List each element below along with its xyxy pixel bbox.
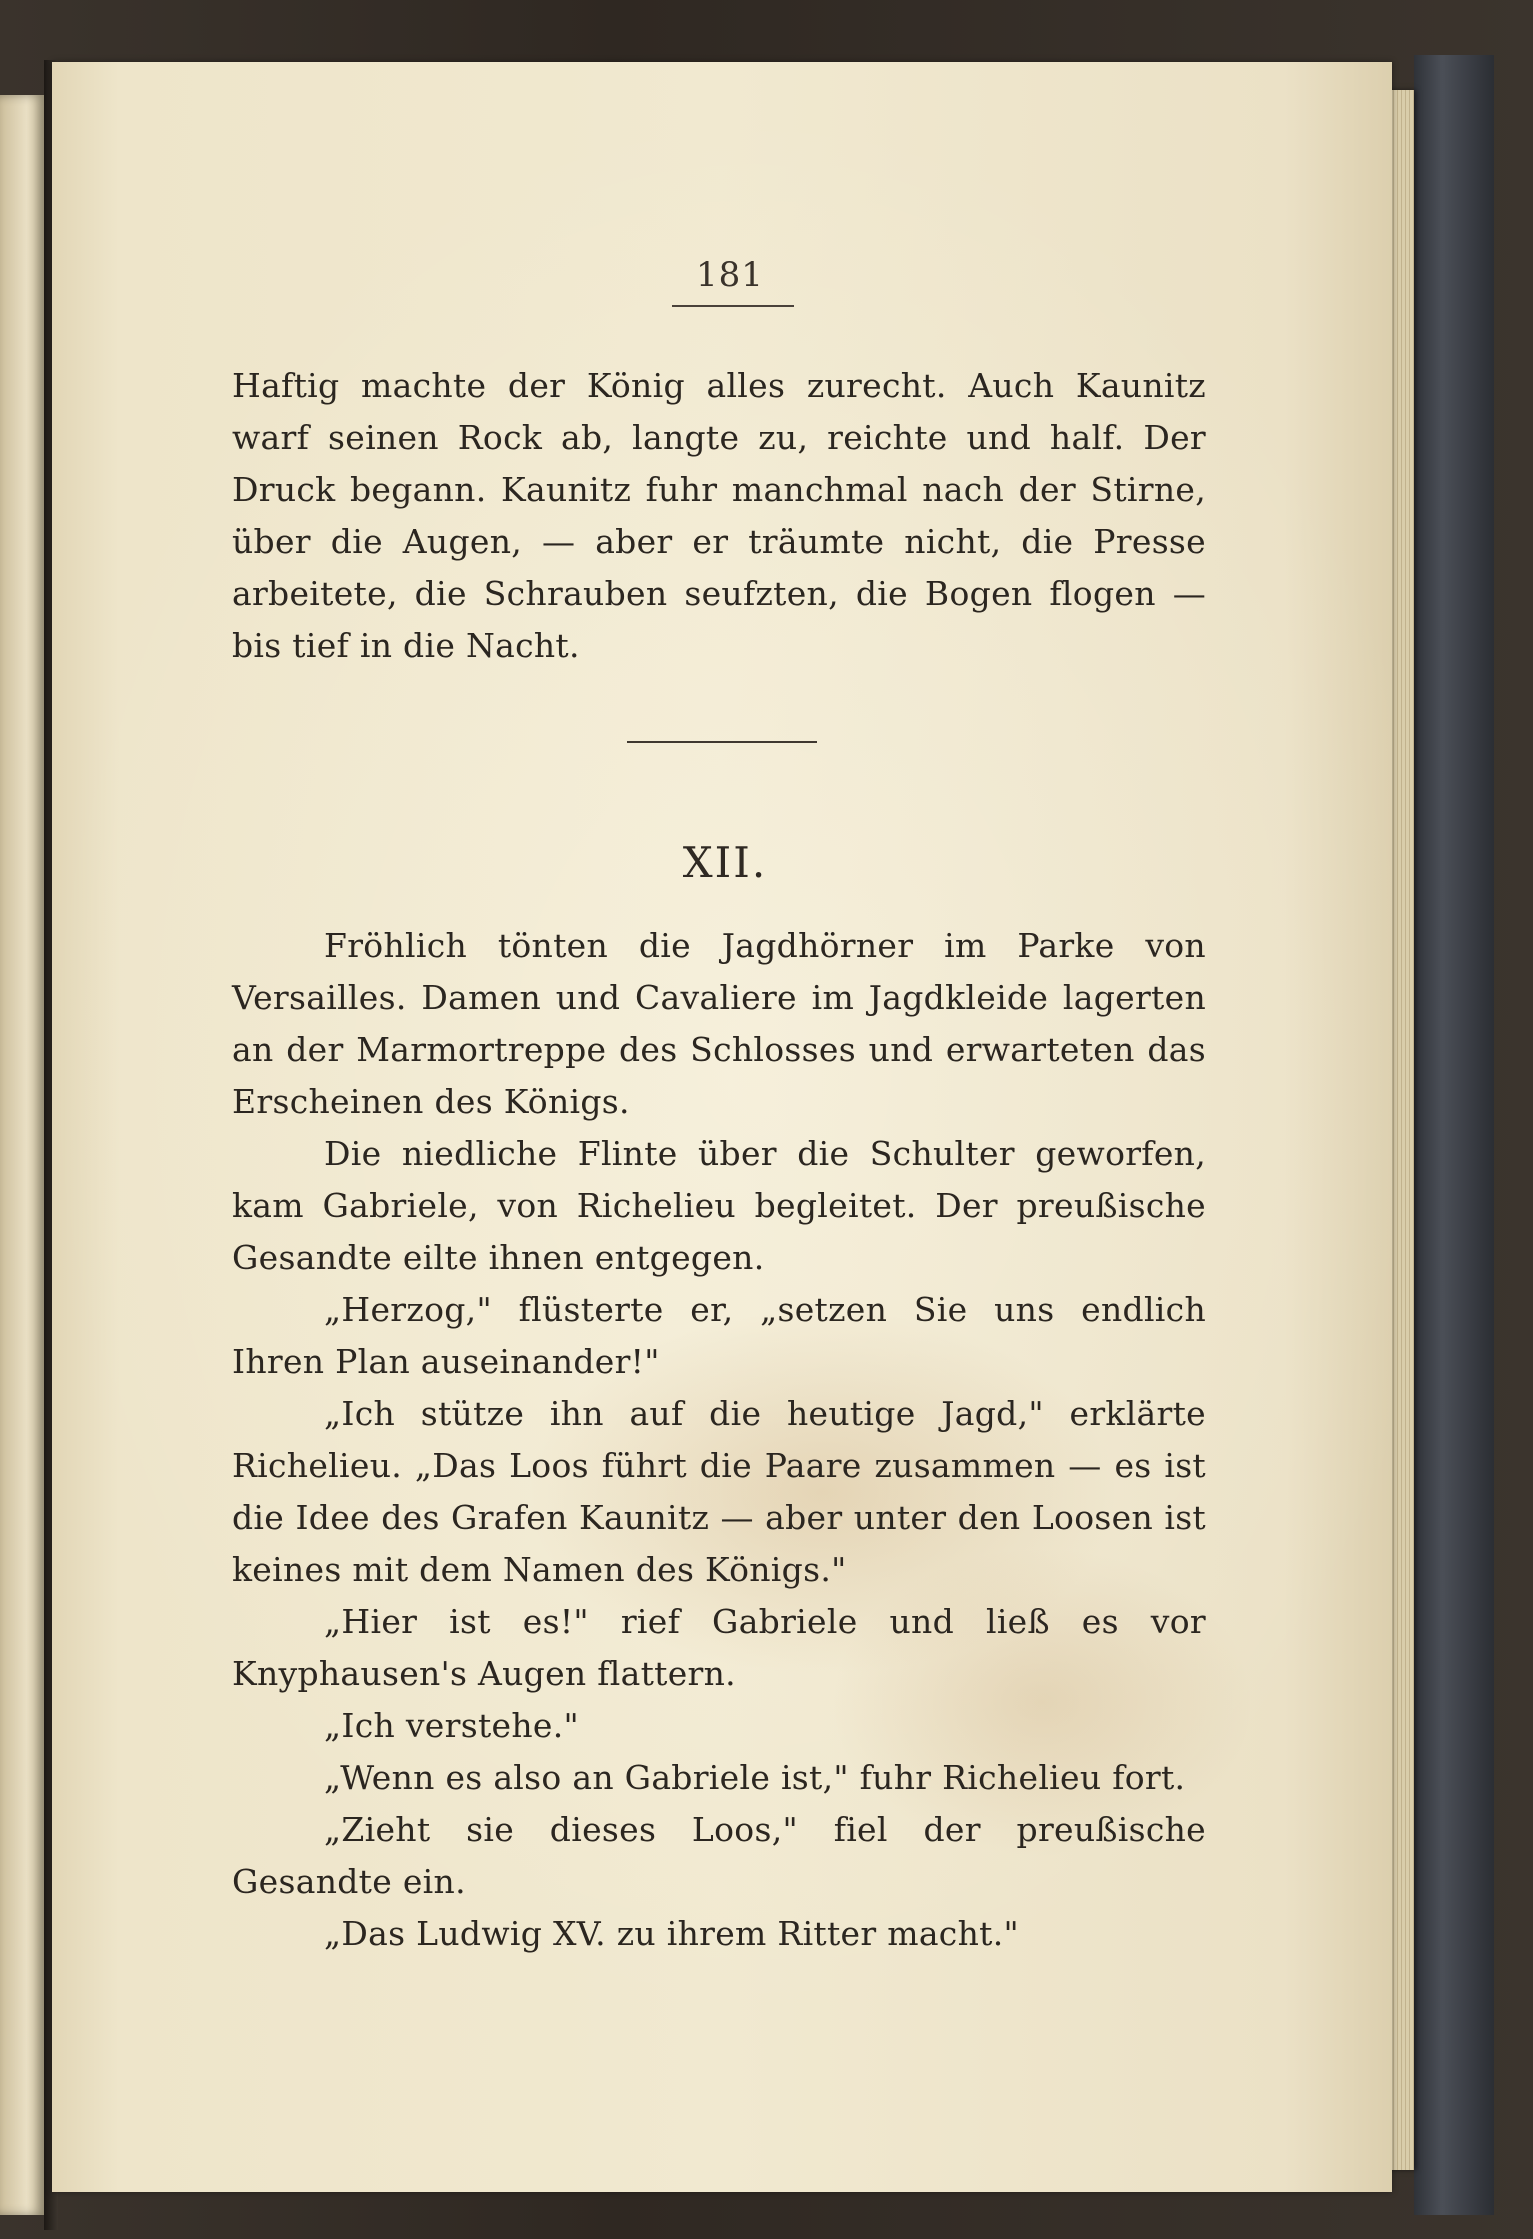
paragraph: Fröhlich tönten die Jagdhörner im Parke von Versailles. Damen und Cavaliere im Jagdkleide lagerten an der Marmortreppe des Schlosses und erwarteten das Erscheinen des Königs. [232, 926, 1206, 1121]
section-divider [627, 741, 817, 743]
paragraph: „Herzog," flüsterte er, „setzen Sie uns endlich Ihren Plan auseinander!" [232, 1290, 1206, 1381]
paragraph: „Ich stütze ihn auf die heutige Jagd," erklärte Richelieu. „Das Loos führt die Paare zusammen — es ist die Idee des Grafen Kaunitz — aber unter den Loosen ist keines mit dem Namen des Königs." [232, 1394, 1206, 1589]
paragraph: „Ich verstehe." [324, 1706, 579, 1745]
page-number: 181 [696, 255, 764, 295]
paragraph: „Das Ludwig XV. zu ihrem Ritter macht." [324, 1914, 1019, 1953]
header-rule [672, 305, 794, 307]
book-board-edge [1414, 55, 1494, 2215]
chapter-text-block [232, 920, 1206, 1960]
intro-paragraph: Haftig machte der König alles zurecht. Auch Kaunitz warf seinen Rock ab, langte zu, reichte und half. Der Druck begann. Kaunitz fuhr manchmal nach der Stirne, über die Augen, — aber er träumte nicht, die Presse arbeitete, die Schrauben seufzten, die Bogen flogen — bis tief in die Nacht. [232, 366, 1206, 665]
left-page-edge [0, 95, 44, 2215]
paragraph: Die niedliche Flinte über die Schulter geworfen, kam Gabriele, von Richelieu begleitet. Der preußische Gesandte eilte ihnen entgegen. [232, 1134, 1206, 1277]
paragraph: „Zieht sie dieses Loos," fiel der preußische Gesandte ein. [232, 1810, 1206, 1901]
paragraph: „Hier ist es!" rief Gabriele und ließ es vor Knyphausen's Augen flattern. [232, 1602, 1206, 1693]
chapter-heading: XII. [682, 838, 768, 887]
paragraph: „Wenn es also an Gabriele ist," fuhr Richelieu fort. [324, 1758, 1186, 1797]
intro-text-block [232, 360, 1206, 672]
